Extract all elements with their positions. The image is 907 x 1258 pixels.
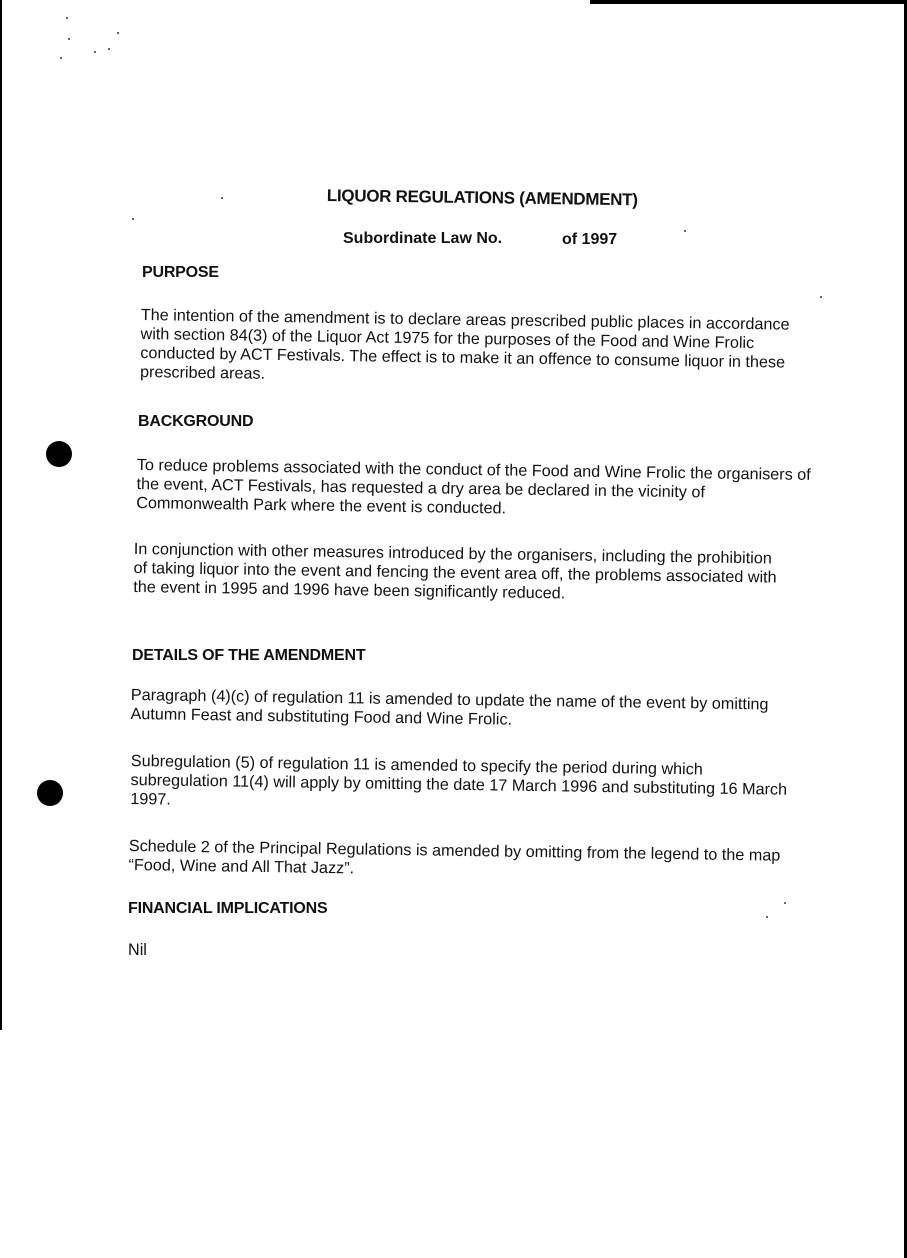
law-year: of 1997 <box>562 231 618 248</box>
scan-speck <box>108 48 110 50</box>
scan-speck <box>66 17 68 19</box>
scan-edge-top <box>590 0 907 4</box>
scan-speck <box>684 230 686 232</box>
scan-speck <box>117 32 119 34</box>
scan-speck <box>68 38 70 40</box>
heading-background: BACKGROUND <box>138 413 254 430</box>
punch-hole-lower <box>37 780 63 806</box>
scan-speck <box>766 916 768 918</box>
document-title: LIQUOR REGULATIONS (AMENDMENT) <box>326 186 638 210</box>
paragraph-financial: Nil <box>128 941 147 959</box>
heading-financial: FINANCIAL IMPLICATIONS <box>128 900 328 917</box>
scan-speck <box>820 296 822 298</box>
law-label: Subordinate Law No. <box>343 230 503 247</box>
heading-purpose: PURPOSE <box>142 264 219 281</box>
scan-speck <box>60 57 62 59</box>
paragraph-details-3: Schedule 2 of the Principal Regulations is amended by omitting from the legend to the map “Food, Wine and All That Jazz”. <box>128 837 781 878</box>
scan-speck <box>94 51 96 53</box>
punch-hole-upper <box>46 441 72 467</box>
heading-details: DETAILS OF THE AMENDMENT <box>132 647 366 664</box>
scan-speck <box>132 218 134 220</box>
scan-edge-left <box>0 0 2 1030</box>
paragraph-details-1: Paragraph (4)(c) of regulation 11 is amended to update the name of the event by omitting Autumn Feast and substituting Food and Wine Frolic. <box>130 686 769 729</box>
paragraph-background-2: In conjunction with other measures introduced by the organisers, including the prohibition of taking liquor into the event and fencing the event area off, the problems associated with the event in 1995 and 1996 have been significantly reduced. <box>133 540 777 603</box>
paragraph-details-2: Subregulation (5) of regulation 11 is amended to specify the period during which subregulation 11(4) will apply by omitting the date 17 March 1996 and substituting 16 March 1997. <box>130 752 788 809</box>
scan-speck <box>221 197 223 199</box>
paragraph-background-1: To reduce problems associated with the conduct of the Food and Wine Frolic the organisers of the event, ACT Festivals, has requested a dry area be declared in the vicinity of Commonwealth Park where the event is conducted. <box>136 456 811 518</box>
scan-speck <box>784 902 786 904</box>
subordinate-law-line <box>343 230 618 248</box>
paragraph-purpose: The intention of the amendment is to declare areas prescribed public places in accordance with section 84(3) of the Liquor Act 1975 for the purposes of the Food and Wine Frolic conducted by ACT Festivals. The effect is to make it an offence to consume liquor in these prescribed areas. <box>139 306 790 383</box>
